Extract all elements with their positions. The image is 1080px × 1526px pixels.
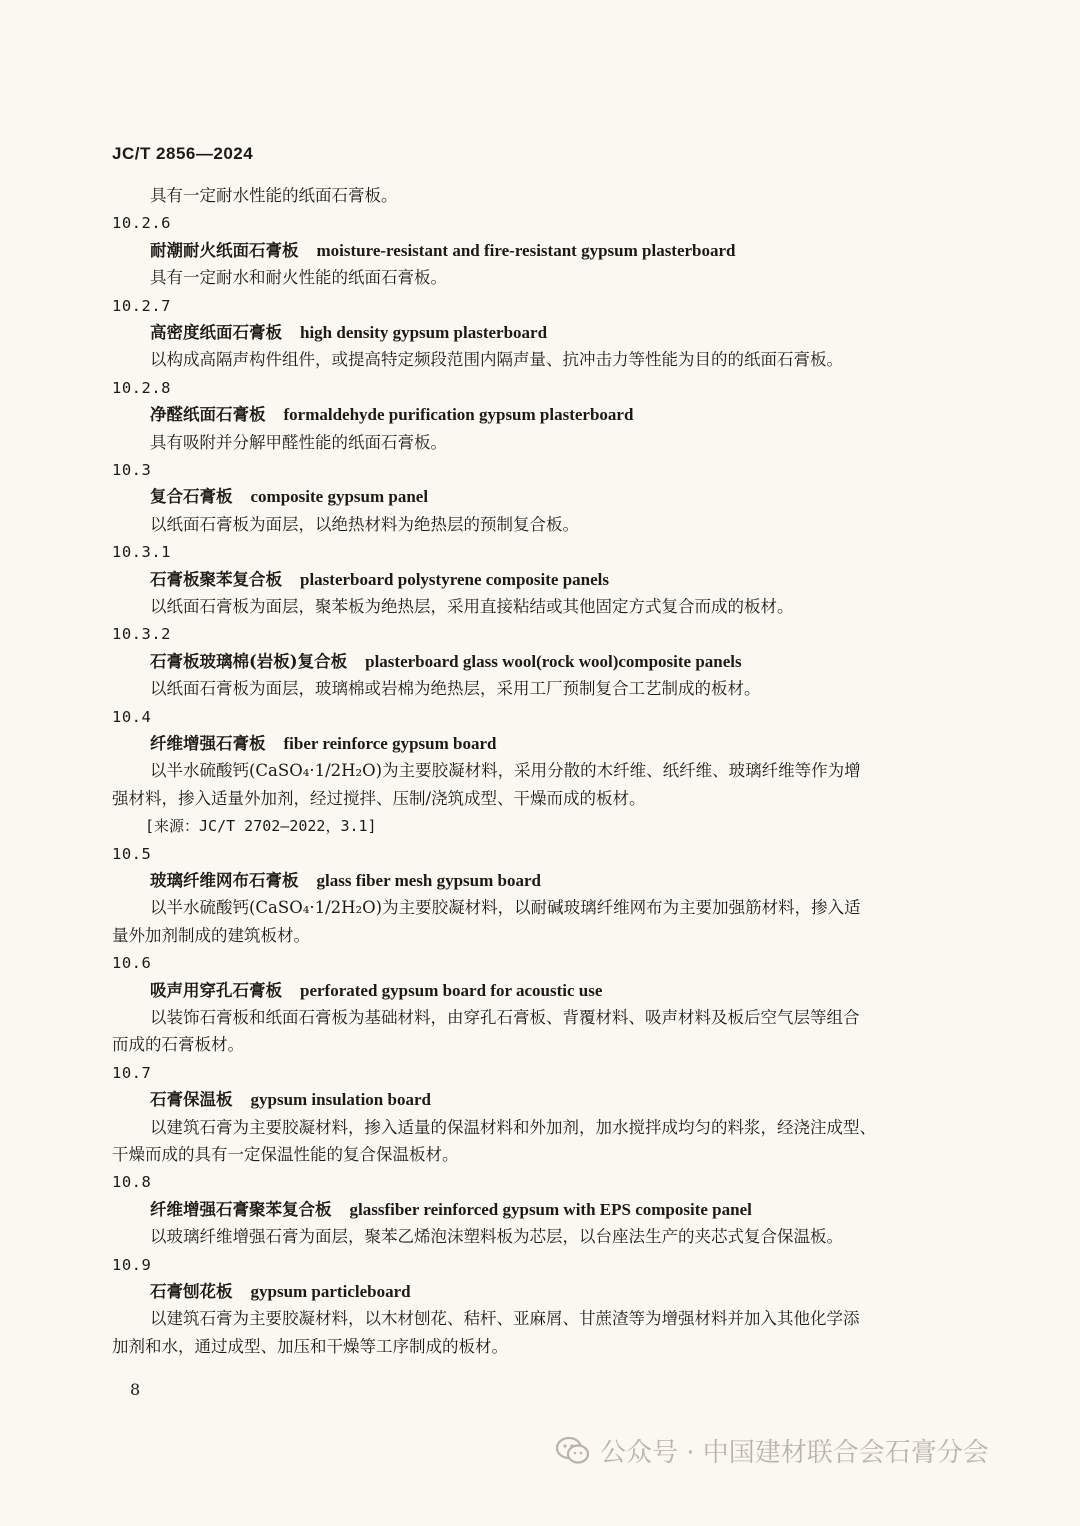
term-en: gypsum particleboard (250, 1282, 411, 1301)
watermark-text: 公众号 · 中国建材联合会石膏分会 (600, 1438, 989, 1468)
term-zh: 石膏板玻璃棉(岩板)复合板 (150, 651, 348, 671)
term-en: fiber reinforce gypsum board (283, 734, 497, 753)
definition-text: 以建筑石膏为主要胶凝材料，以木材刨花、秸杆、亚麻屑、甘蔗渣等为增强材料并加入其他化学添 (150, 1309, 860, 1329)
definition-text: 具有一定耐水性能的纸面石膏板。 (150, 186, 398, 205)
definition-text: 加剂和水，通过成型、加压和干燥等工序制成的板材。 (112, 1336, 508, 1356)
term-heading (150, 732, 496, 756)
term-heading (150, 869, 541, 893)
clause-number: 10.2.8 (112, 378, 171, 397)
term-en: plasterboard glass wool(rock wool)composite panels (365, 651, 742, 671)
term-zh: 高密度纸面石膏板 (150, 323, 282, 342)
term-zh: 石膏板聚苯复合板 (150, 569, 282, 589)
term-heading (150, 321, 547, 345)
watermark (556, 1432, 989, 1469)
term-en: high density gypsum plasterboard (300, 323, 548, 342)
definition-text: 而成的石膏板材。 (112, 1035, 244, 1055)
term-heading (150, 485, 428, 509)
definition-text: 以半水硫酸钙(CaSO₄·1/2H₂O)为主要胶凝材料，以耐碱玻璃纤维网布为主要加强筋材料，掺入适 (150, 898, 861, 918)
term-zh: 玻璃纤维网布石膏板 (150, 871, 299, 890)
term-heading (150, 568, 609, 592)
term-zh: 耐潮耐火纸面石膏板 (150, 240, 299, 260)
definition-text: 以玻璃纤维增强石膏为面层，聚苯乙烯泡沫塑料板为芯层，以台座法生产的夹芯式复合保温板。 (150, 1227, 843, 1247)
definition-text: 量外加剂制成的建筑板材。 (112, 925, 310, 945)
clause-number: 10.3 (112, 461, 152, 479)
definition-text: 以纸面石膏板为面层，聚苯板为绝热层，采用直接粘结或其他固定方式复合而成的板材。 (150, 597, 794, 616)
term-zh: 纤维增强石膏板 (150, 734, 266, 753)
term-heading (150, 1088, 431, 1112)
page-number: 8 (130, 1380, 141, 1399)
term-heading (150, 650, 742, 674)
term-heading (150, 1198, 752, 1222)
definition-text: 具有吸附并分解甲醛性能的纸面石膏板。 (150, 432, 447, 452)
definition-text: 强材料，掺入适量外加剂，经过搅拌、压制/浇筑成型、干燥而成的板材。 (112, 788, 646, 808)
term-en: glassfiber reinforced gypsum with EPS composite panel (349, 1199, 752, 1219)
clause-number: 10.4 (112, 707, 152, 726)
term-zh: 石膏保温板 (150, 1090, 233, 1110)
term-zh: 石膏刨花板 (150, 1282, 233, 1301)
clause-number: 10.5 (112, 844, 152, 863)
term-en: composite gypsum panel (250, 487, 429, 507)
term-zh: 纤维增强石膏聚苯复合板 (150, 1199, 332, 1219)
definition-text: 以建筑石膏为主要胶凝材料，掺入适量的保温材料和外加剂，加水搅拌成均匀的料浆，经浇注成型、 (150, 1117, 876, 1137)
term-heading (150, 239, 736, 263)
definition-text: 具有一定耐水和耐火性能的纸面石膏板。 (150, 268, 447, 288)
definition-text: 以纸面石膏板为面层，玻璃棉或岩棉为绝热层，采用工厂预制复合工艺制成的板材。 (150, 679, 761, 699)
definition-text: 以半水硫酸钙(CaSO₄·1/2H₂O)为主要胶凝材料，采用分散的木纤维、纸纤维、玻璃纤维等作为增 (150, 761, 861, 781)
clause-number: 10.8 (112, 1173, 152, 1192)
clause-number: 10.3.1 (112, 543, 171, 562)
term-zh: 净醛纸面石膏板 (150, 405, 266, 425)
term-en: moisture-resistant and fire-resistant gypsum plasterboard (316, 240, 736, 260)
clause-number: 10.2.7 (112, 296, 171, 315)
clause-number: 10.7 (112, 1063, 152, 1082)
clause-number: 10.9 (112, 1255, 152, 1274)
definition-text: 干燥而成的具有一定保温性能的复合保温板材。 (112, 1145, 459, 1164)
definition-text: 以纸面石膏板为面层，以绝热材料为绝热层的预制复合板。 (150, 514, 579, 534)
term-en: plasterboard polystyrene composite panels (300, 569, 609, 589)
source-note: [来源：JC/T 2702—2022，3.1] (145, 817, 377, 836)
term-zh: 吸声用穿孔石膏板 (150, 980, 282, 1000)
term-heading (150, 1280, 411, 1304)
clause-number: 10.6 (112, 954, 152, 973)
wechat-icon (556, 1436, 590, 1466)
clause-number: 10.2.6 (112, 214, 171, 233)
definition-text: 以构成高隔声构件组件，或提高特定频段范围内隔声量、抗冲击力等性能为目的的纸面石膏板。 (150, 350, 843, 370)
clause-number: 10.3.2 (112, 625, 171, 644)
term-en: gypsum insulation board (250, 1090, 431, 1110)
term-en: glass fiber mesh gypsum board (316, 871, 541, 890)
term-heading (150, 403, 633, 427)
definition-text: 以装饰石膏板和纸面石膏板为基础材料，由穿孔石膏板、背覆材料、吸声材料及板后空气层等组合 (150, 1008, 860, 1027)
term-heading (150, 979, 602, 1003)
term-en: perforated gypsum board for acoustic use (300, 980, 603, 1000)
term-en: formaldehyde purification gypsum plasterboard (283, 405, 634, 425)
standard-code: JC/T 2856—2024 (112, 144, 254, 163)
term-zh: 复合石膏板 (150, 487, 233, 507)
